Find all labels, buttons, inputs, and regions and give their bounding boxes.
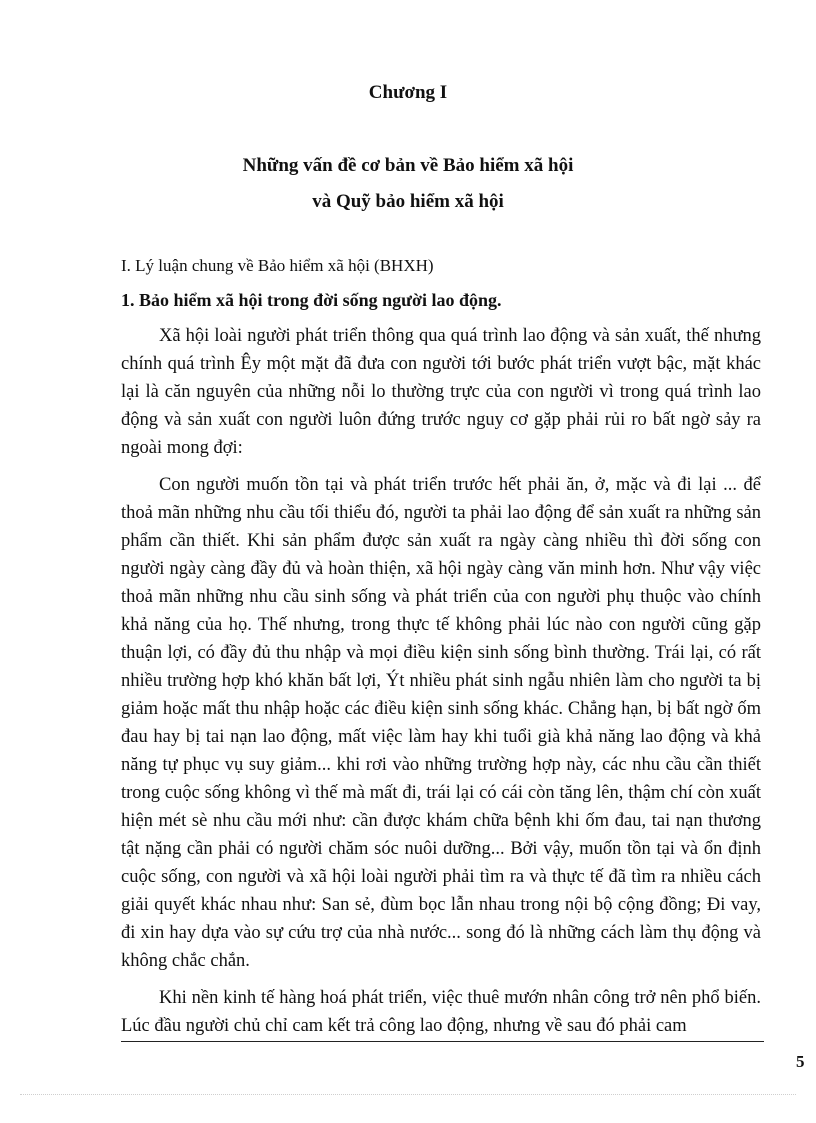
chapter-title-line-2: và Quỹ bảo hiểm xã hội: [312, 191, 504, 212]
chapter-title-line-1: Những vấn đề cơ bản về Bảo hiểm xã hội: [242, 155, 574, 176]
page-number: 5: [796, 1052, 805, 1071]
paragraph: Con người muốn tồn tại và phát triển trước hết phải ăn, ở, mặc và đi lại ... để thoả mãn những nhu cầu tối thiểu đó, người ta phải lao động để sản xuất ra những sản phẩm cần thiết. Khi sản phẩm được sản xuất ra ngày càng nhiều thì đời sống con người ngày càng đầy đủ và hoàn thiện, xã hội ngày càng văn minh hơn. Như vậy việc thoả mãn những nhu cầu sinh sống và phát triển của con người phụ thuộc vào chính khả năng của họ. Thế nhưng, trong thực tế không phải lúc nào con người cũng gặp thuận lợi, có đầy đủ thu nhập và mọi điều kiện sinh sống bình thường. Trái lại, có rất nhiều trường hợp khó khăn bất lợi, Ýt nhiều phát sinh ngẫu nhiên làm cho người ta bị giảm hoặc mất thu nhập hoặc các điều kiện sinh sống khác. Chẳng hạn, bị bất ngờ ốm đau hay bị tai nạn lao động, mất việc làm hay khi tuổi già khả năng lao động và khả năng tự phục vụ suy giảm... khi rơi vào những trường hợp này, các nhu cầu cần thiết trong cuộc sống không vì thế mà mất đi, trái lại có cái còn tăng lên, thậm chí còn xuất hiện mét sè nhu cầu mới như: cần được khám chữa bệnh khi ốm đau, tai nạn thương tật nặng cần phải có người chăm sóc nuôi dưỡng... Bởi vậy, muốn tồn tại và ổn định cuộc sống, con người và xã hội loài người phải tìm ra và thực tế đã tìm ra nhiều cách giải quyết khác nhau như: San sẻ, đùm bọc lẫn nhau trong nội bộ cộng đồng; Đi vay, đi xin hay dựa vào sự cứu trợ của nhà nước... song đó là những cách làm thụ động và không chắc chắn.: [121, 475, 761, 971]
paragraph: Khi nền kinh tế hàng hoá phát triển, việc thuê mướn nhân công trở nên phổ biến. Lúc đầu người chủ chỉ cam kết trả công lao động, nhưng về sau đó phải cam: [121, 988, 761, 1036]
section-title: I. Lý luận chung về Bảo hiểm xã hội (BHXH): [121, 256, 434, 275]
footer-rule: [121, 1041, 764, 1042]
page-bottom-divider: [20, 1094, 796, 1095]
body-text: [121, 322, 761, 1049]
subsection-title: 1. Bảo hiểm xã hội trong đời sống người lao động.: [121, 290, 502, 310]
chapter-heading: Chương I: [368, 82, 448, 103]
chapter-title: [0, 148, 816, 220]
paragraph: Xã hội loài người phát triển thông qua quá trình lao động và sản xuất, thế nhưng chính quá trình Êy một mặt đã đưa con người tới bước phát triển vượt bậc, mặt khác lại là căn nguyên của những nỗi lo thường trực của con người vì trong quá trình lao động và sản xuất con người luôn đứng trước nguy cơ gặp phải rủi ro bất ngờ sảy ra ngoài mong đợi:: [121, 326, 761, 458]
